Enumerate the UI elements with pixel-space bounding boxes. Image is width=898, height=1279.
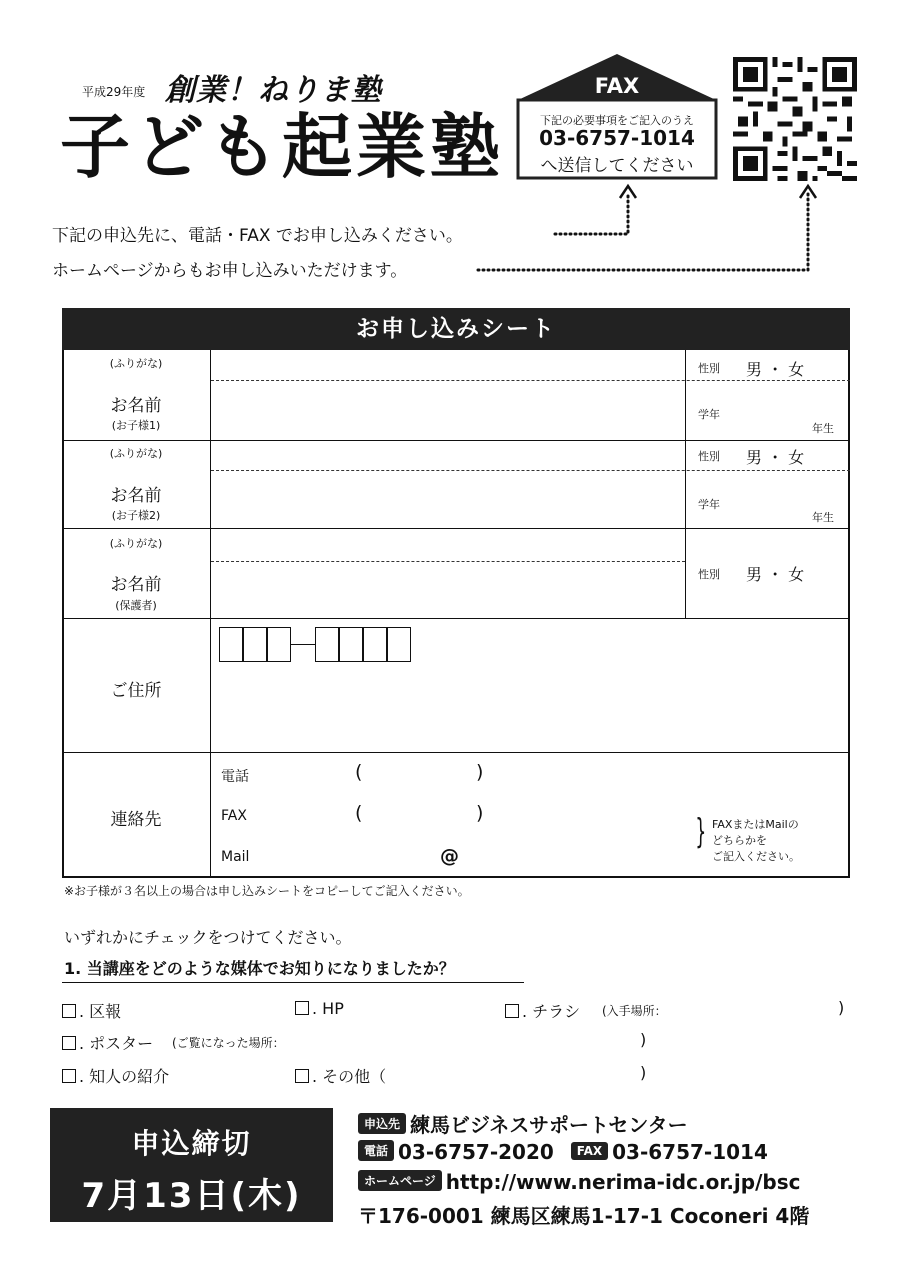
at-sign: @ [440,845,459,867]
option-label: . 区報 [79,1002,122,1021]
grade-suffix: 年生 [812,511,834,524]
poster-detail-label: (ご覧になった場所： [172,1036,285,1050]
zip-digit-box[interactable] [219,627,243,662]
phone-paren-close: ) [476,761,484,783]
website-row [358,1170,800,1194]
fax-label: FAX [594,74,640,98]
name-label: お名前 [110,486,162,506]
address-field[interactable] [212,668,848,750]
checkbox[interactable] [62,1036,76,1050]
checkbox[interactable] [295,1069,309,1083]
child1-furigana-field[interactable] [212,352,684,379]
fax-tag: FAX [571,1142,608,1160]
phone-label: 電話 [221,769,249,785]
checkbox[interactable] [62,1004,76,1018]
fax-paren-close: ) [476,802,484,824]
option-chirashi[interactable] [505,999,580,1022]
qr-code-icon [733,57,857,181]
child1-label: (お子様1) [111,419,161,432]
fiscal-year: 平成29年度 [82,85,146,99]
tel-tag: 電話 [358,1140,394,1161]
mail-field[interactable] [300,845,680,869]
dotted-arrows [460,178,820,278]
child1-name-field[interactable] [212,382,684,439]
intro-line-2: ホームページからもお申し込みいただけます。 [52,261,408,281]
tel-number: 03-6757-2020 [398,1140,554,1164]
phone-fax-row [358,1140,768,1164]
poster-paren-close: ) [640,1030,647,1049]
child2-gender-options[interactable]: 男 ・ 女 [746,448,805,467]
gender-label: 性別 [698,362,720,375]
program-subtitle: 創業！ねりま塾 [165,73,382,108]
child2-name-field[interactable] [212,472,684,527]
zip-dash [291,644,315,645]
zip-digit-box[interactable] [387,627,411,662]
name-label: お名前 [110,575,162,595]
sheet-heading: お申し込みシート [62,308,850,350]
web-tag: ホームページ [358,1170,442,1191]
survey-intro: いずれかにチェックをつけてください。 [64,928,352,947]
option-hp[interactable] [295,999,344,1018]
fax-number: 03-6757-1014 [539,126,695,150]
fax-send-text: へ送信してください [540,156,694,176]
zip-digit-box[interactable] [267,627,291,662]
guardian-gender-options[interactable]: 男 ・ 女 [746,565,805,584]
option-label: . HP [312,999,344,1018]
zip-digit-box[interactable] [315,627,339,662]
zip-digit-box[interactable] [339,627,363,662]
checkbox[interactable] [295,1001,309,1015]
chirashi-paren-close: ) [838,998,845,1017]
zip-digit-box[interactable] [243,627,267,662]
apply-to-row [358,1109,688,1138]
furigana-label: (ふりがな) [109,357,163,370]
mail-label: Mail [221,849,250,865]
checkbox[interactable] [62,1069,76,1083]
phone-paren-open: ( [355,761,363,783]
grade-suffix: 年生 [812,422,834,435]
survey-question: 1. 当講座をどのような媒体でお知りになりましたか？ [64,959,455,978]
option-kouhou[interactable] [62,999,121,1022]
fax-note: 下記の必要事項をご記入のうえ [540,114,694,127]
name-label: お名前 [110,396,162,416]
furigana-label: (ふりがな) [109,537,163,550]
option-friend[interactable] [62,1064,169,1087]
furigana-label: (ふりがな) [109,447,163,460]
guardian-label: (保護者) [115,599,157,612]
child1-gender-options[interactable]: 男 ・ 女 [746,360,805,379]
option-label: . 知人の紹介 [79,1067,170,1086]
option-other[interactable] [295,1064,386,1087]
guardian-furigana-field[interactable] [212,531,684,560]
grade-label: 学年 [698,408,720,421]
fax-field[interactable] [300,803,680,827]
contact-note: FAXまたはMailの どちらかを ご記入ください。 [712,818,800,863]
guardian-name-field[interactable] [212,563,684,617]
option-label: . チラシ [522,1002,581,1021]
contact-label: 連絡先 [110,810,162,830]
option-label: . その他（ [312,1067,387,1086]
checkbox[interactable] [505,1004,519,1018]
fax-field-label: FAX [221,808,247,824]
question-underline [62,982,524,983]
org-name: 練馬ビジネスサポートセンター [410,1113,688,1137]
apply-tag: 申込先 [358,1113,406,1134]
gender-label: 性別 [698,568,720,581]
copy-note: ※お子様が３名以上の場合は申し込みシートをコピーしてご記入ください。 [64,884,470,898]
child2-furigana-field[interactable] [212,442,684,469]
intro-line-1: 下記の申込先に、電話・FAX でお申し込みください。 [52,226,463,246]
address-text: 〒176-0001 練馬区練馬1-17-1 Coconeri 4階 [358,1204,810,1228]
deadline-box [50,1108,333,1222]
option-poster[interactable] [62,1031,153,1054]
chirashi-detail-label: (入手場所： [602,1004,667,1018]
option-label: . ポスター [79,1034,154,1053]
fax-number-footer: 03-6757-1014 [612,1140,768,1164]
child2-label: (お子様2) [111,509,161,522]
brace-icon: } [695,812,707,852]
grade-label: 学年 [698,498,720,511]
fax-paren-open: ( [355,802,363,824]
address-label: ご住所 [110,681,162,701]
gender-label: 性別 [698,450,720,463]
zip-digit-box[interactable] [363,627,387,662]
page-title: 子ども起業塾 [60,106,504,188]
deadline-label: 申込締切 [131,1127,252,1160]
website-url[interactable]: http://www.nerima-idc.or.jp/bsc [445,1170,801,1194]
phone-field[interactable] [300,762,680,786]
deadline-date: 7月13日(木) [81,1176,302,1216]
other-paren-close: ) [640,1063,647,1082]
